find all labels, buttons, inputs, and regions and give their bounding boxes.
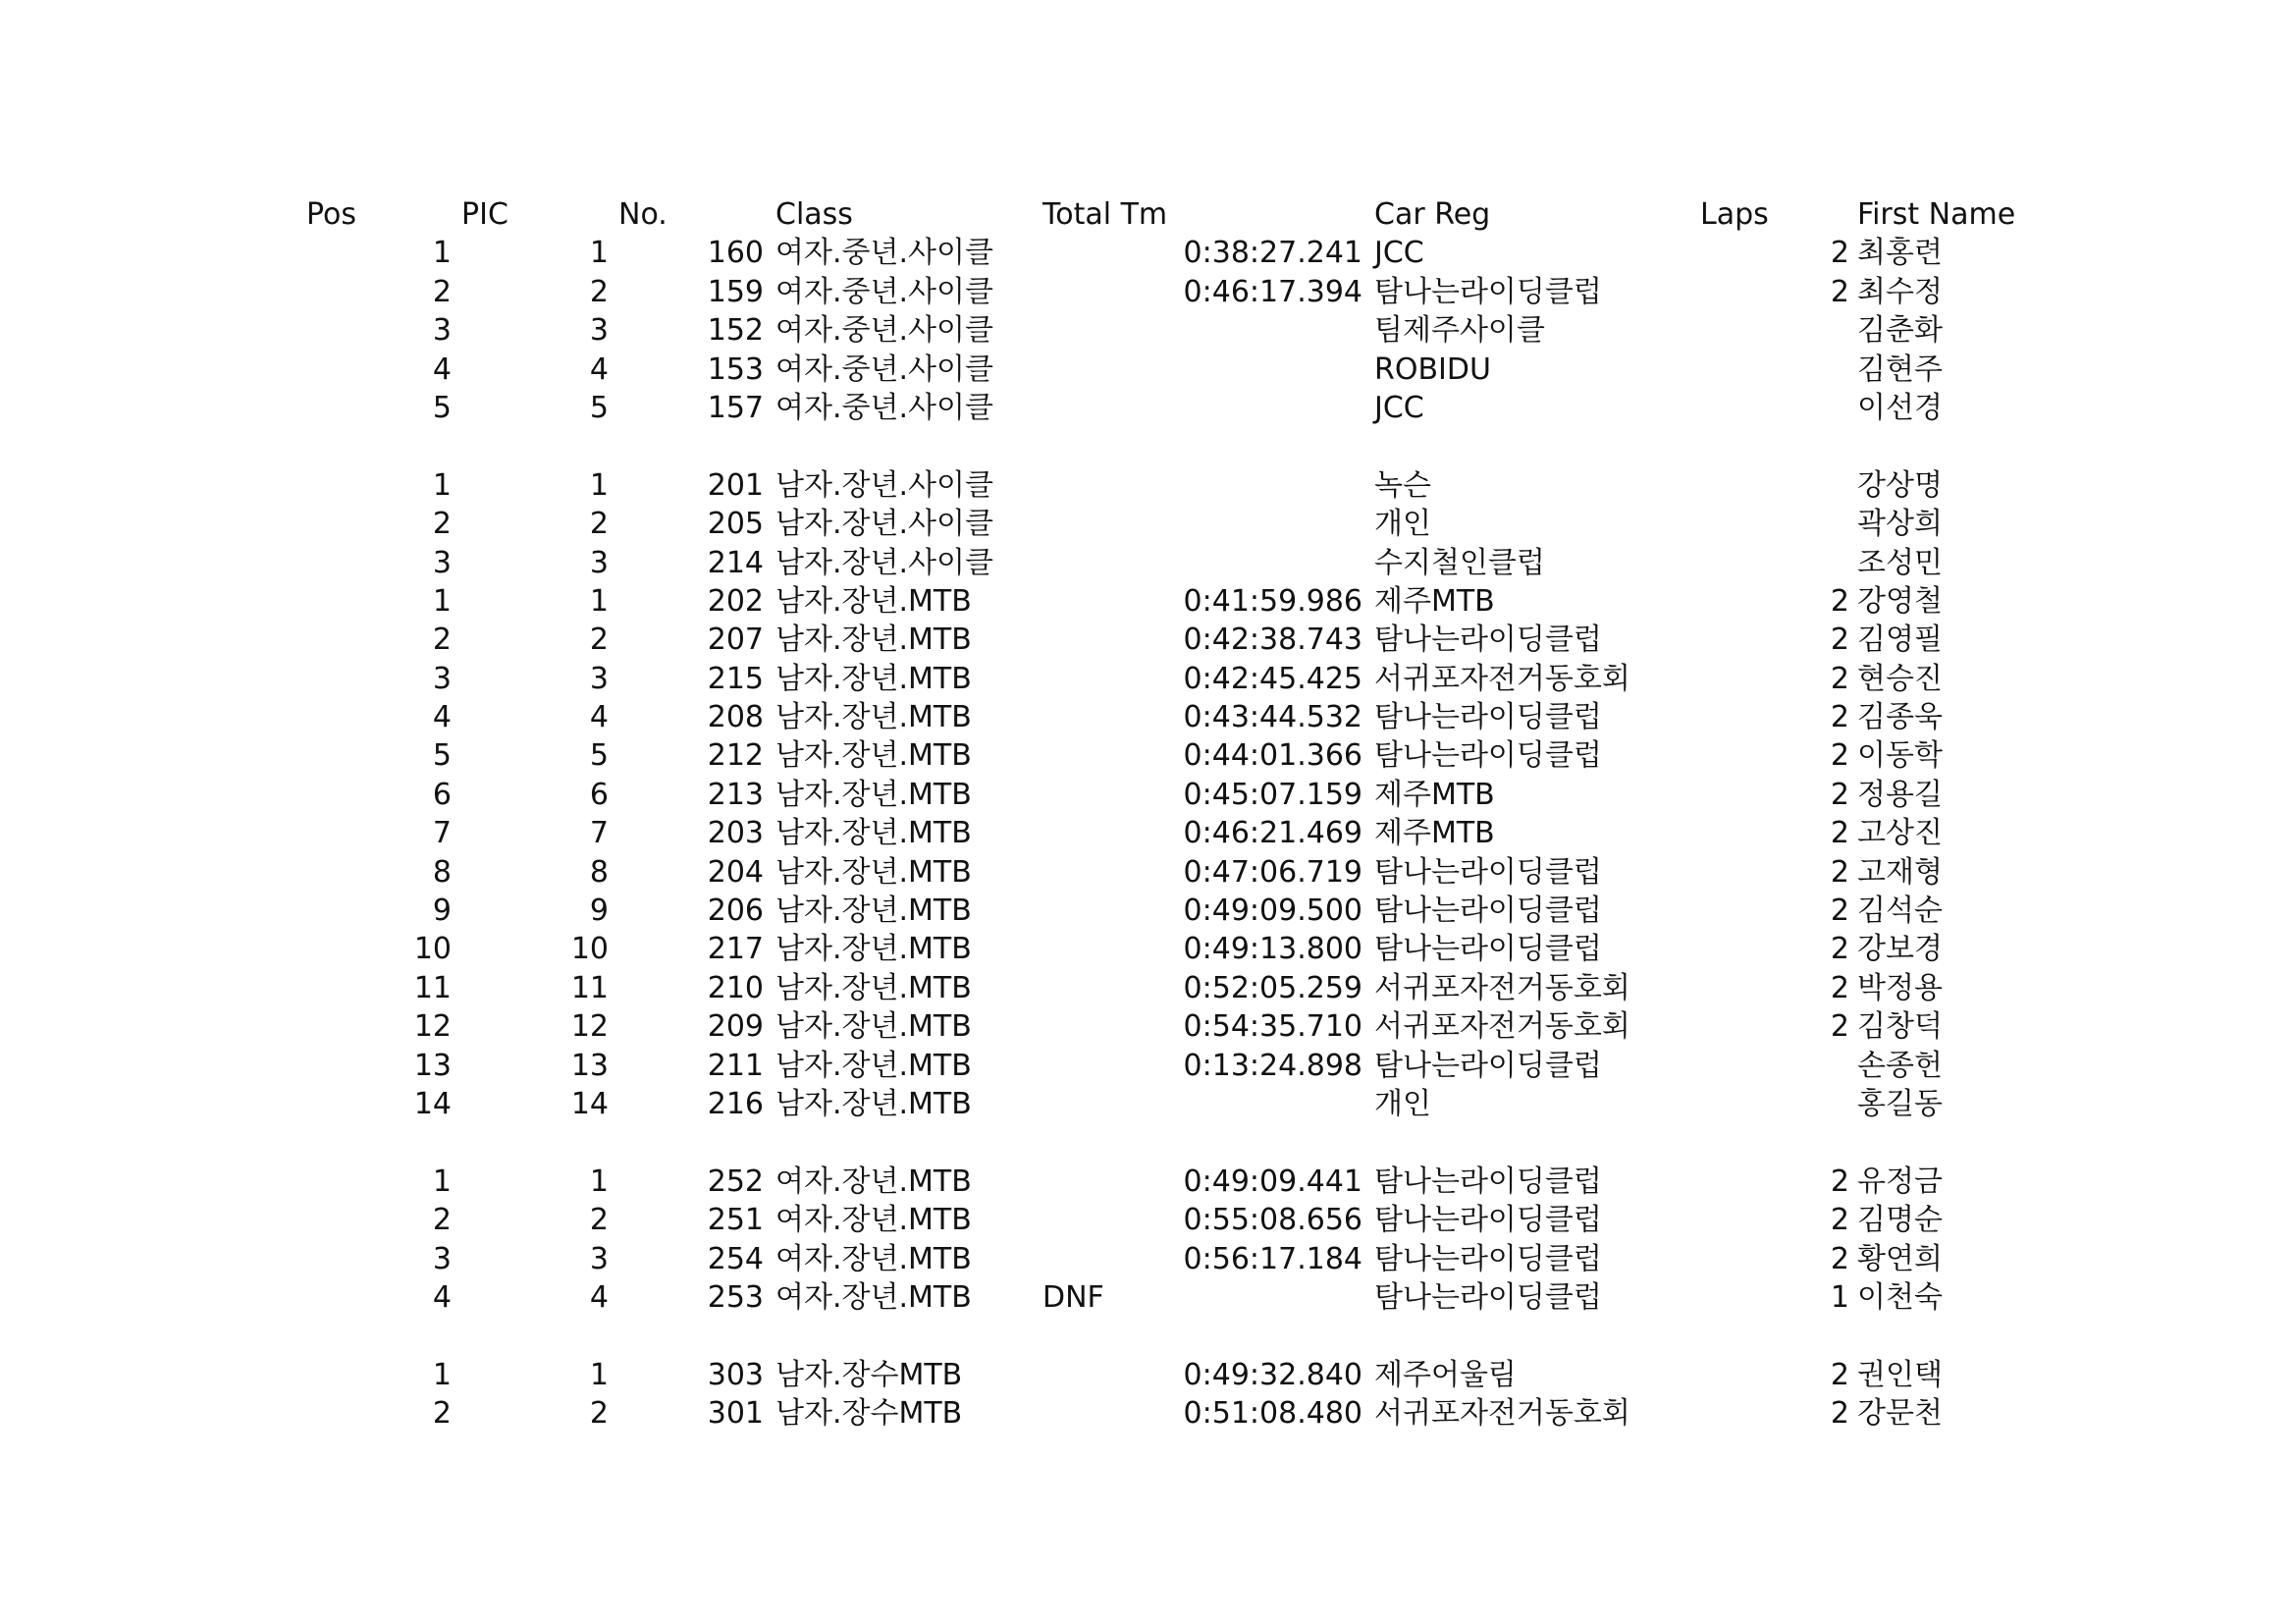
table-row: [294, 505, 2042, 543]
cell-pos: 3: [432, 1241, 452, 1276]
cell-pic: 8: [589, 854, 609, 890]
cell-number: 153: [707, 352, 764, 387]
cell-first-name: 강영철: [1857, 583, 1943, 619]
cell-pic: 4: [589, 700, 609, 735]
cell-pic: 4: [589, 1279, 609, 1315]
cell-number: 253: [707, 1279, 764, 1315]
cell-total-time: [1042, 544, 1362, 582]
cell-first-name: 최홍련: [1857, 236, 1943, 271]
cell-first-name: 홍길동: [1857, 1086, 1943, 1121]
cell-laps: 2: [1830, 1241, 1849, 1276]
cell-class: 여자.장년.MTB: [775, 1164, 972, 1199]
table-row: [294, 776, 2042, 814]
spacer-row: [294, 1317, 2042, 1355]
cell-number: 251: [707, 1203, 764, 1238]
cell-total-time: 0:49:09.441: [1183, 1164, 1362, 1199]
cell-car-reg: 수지철인클럽: [1374, 545, 1545, 580]
cell-total-time: [1042, 466, 1362, 505]
cell-total-time: [1042, 1085, 1362, 1123]
cell-class: 남자.장년.MTB: [775, 893, 972, 929]
cell-class: 남자.장년.MTB: [775, 1009, 972, 1045]
cell-pos: 10: [413, 932, 452, 967]
cell-total-time: 0:38:27.241: [1183, 236, 1362, 271]
cell-car-reg: 서귀포자전거동호회: [1374, 1009, 1630, 1045]
cell-total-time: 0:56:17.184: [1183, 1241, 1362, 1276]
spacer-row: [294, 427, 2042, 465]
table-row: [294, 1278, 2042, 1317]
cell-class: 남자.장년.MTB: [775, 777, 972, 812]
cell-total-time: [1042, 351, 1362, 389]
cell-first-name: 김석순: [1857, 893, 1943, 929]
table-row: [294, 1047, 2042, 1085]
table-row: [294, 582, 2042, 621]
header-row: [294, 195, 2042, 234]
results-table: [294, 195, 2042, 1434]
cell-laps: 2: [1830, 1009, 1849, 1045]
cell-laps: 2: [1830, 816, 1849, 851]
cell-laps: 2: [1830, 1164, 1849, 1199]
cell-first-name: 김춘화: [1857, 313, 1943, 349]
cell-first-name: 이천숙: [1857, 1279, 1943, 1315]
cell-number: 303: [707, 1357, 764, 1392]
cell-pos: 1: [432, 467, 452, 503]
cell-car-reg: 제주MTB: [1374, 583, 1495, 619]
cell-pos: 1: [432, 1164, 452, 1199]
header-first-name: First Name: [1857, 197, 2016, 232]
header-laps: Laps: [1700, 197, 1769, 232]
cell-number: 206: [707, 893, 764, 929]
cell-laps: [1700, 1047, 1849, 1085]
cell-pos: 2: [432, 1203, 452, 1238]
cell-total-time: [1042, 1278, 1362, 1317]
cell-first-name: 황연희: [1857, 1241, 1943, 1276]
cell-class: 남자.장년.사이클: [775, 467, 993, 503]
cell-number: 217: [707, 932, 764, 967]
cell-class: 남자.장년.MTB: [775, 700, 972, 735]
cell-number: 212: [707, 738, 764, 774]
cell-total-time: 0:47:06.719: [1183, 854, 1362, 890]
header-car-reg: Car Reg: [1374, 197, 1491, 232]
table-row: [294, 1201, 2042, 1239]
table-row: [294, 466, 2042, 505]
cell-number: 210: [707, 970, 764, 1005]
cell-pos: 2: [432, 274, 452, 309]
cell-number: 160: [707, 236, 764, 271]
spacer-row: [294, 1123, 2042, 1162]
table-row: [294, 892, 2042, 930]
cell-pos: 2: [432, 507, 452, 542]
cell-laps: 2: [1830, 700, 1849, 735]
cell-first-name: 현승진: [1857, 661, 1943, 696]
cell-pic: 1: [589, 1357, 609, 1392]
cell-total-time: 0:42:38.743: [1183, 623, 1362, 658]
cell-number: 205: [707, 507, 764, 542]
cell-pos: 1: [432, 236, 452, 271]
cell-number: 301: [707, 1396, 764, 1432]
table-row: [294, 969, 2042, 1007]
header-class: Class: [775, 197, 853, 232]
cell-laps: 2: [1830, 854, 1849, 890]
cell-pic: 3: [589, 545, 609, 580]
cell-laps: 2: [1830, 1396, 1849, 1432]
cell-class: 남자.장년.MTB: [775, 932, 972, 967]
cell-number: 202: [707, 583, 764, 619]
table-row: [294, 351, 2042, 389]
cell-laps: [1700, 466, 1849, 505]
cell-total-time: 0:51:08.480: [1183, 1396, 1362, 1432]
cell-first-name: 강문천: [1857, 1396, 1943, 1432]
cell-car-reg: 서귀포자전거동호회: [1374, 970, 1630, 1005]
cell-car-reg: 제주MTB: [1374, 816, 1495, 851]
table-row: [294, 1163, 2042, 1201]
cell-laps: [1700, 505, 1849, 543]
cell-car-reg: 개인: [1374, 507, 1431, 542]
cell-car-reg: JCC: [1374, 236, 1424, 271]
cell-pic: 10: [570, 932, 609, 967]
cell-total-time: 0:49:09.500: [1183, 893, 1362, 929]
cell-laps: [1700, 544, 1849, 582]
cell-class: 남자.장년.사이클: [775, 545, 993, 580]
cell-first-name: 강상명: [1857, 467, 1943, 503]
cell-first-name: 김창덕: [1857, 1009, 1943, 1045]
cell-car-reg: ROBIDU: [1374, 352, 1491, 387]
cell-laps: 2: [1830, 777, 1849, 812]
cell-class: 여자.중년.사이클: [775, 352, 993, 387]
cell-pic: 1: [589, 236, 609, 271]
cell-car-reg: 서귀포자전거동호회: [1374, 661, 1630, 696]
cell-class: 여자.중년.사이클: [775, 236, 993, 271]
cell-laps: 2: [1830, 236, 1849, 271]
cell-pic: 1: [589, 583, 609, 619]
cell-pos: 8: [432, 854, 452, 890]
cell-class: 여자.중년.사이클: [775, 313, 993, 349]
cell-pic: 13: [570, 1048, 609, 1083]
cell-car-reg: 탐나는라이딩클럽: [1374, 1164, 1602, 1199]
cell-class: 남자.장년.MTB: [775, 661, 972, 696]
cell-number: 214: [707, 545, 764, 580]
cell-first-name: 김명순: [1857, 1203, 1943, 1238]
cell-number: 252: [707, 1164, 764, 1199]
cell-pos: 13: [413, 1048, 452, 1083]
cell-class: 남자.장년.MTB: [775, 583, 972, 619]
cell-pic: 4: [589, 352, 609, 387]
header-pic: PIC: [461, 197, 508, 232]
cell-laps: 2: [1830, 623, 1849, 658]
cell-status: DNF: [1042, 1279, 1104, 1315]
table-row: [294, 698, 2042, 736]
cell-pic: 2: [589, 507, 609, 542]
cell-pos: 3: [432, 661, 452, 696]
cell-pic: 3: [589, 661, 609, 696]
cell-car-reg: 탐나는라이딩클럽: [1374, 738, 1602, 774]
cell-pos: 2: [432, 1396, 452, 1432]
cell-pos: 4: [432, 1279, 452, 1315]
cell-laps: 2: [1830, 932, 1849, 967]
cell-laps: 1: [1830, 1279, 1849, 1315]
cell-laps: 2: [1830, 583, 1849, 619]
cell-first-name: 최수정: [1857, 274, 1943, 309]
cell-pos: 1: [432, 583, 452, 619]
table-row: [294, 1394, 2042, 1433]
cell-first-name: 곽상희: [1857, 507, 1943, 542]
cell-total-time: 0:55:08.656: [1183, 1203, 1362, 1238]
cell-total-time: 0:54:35.710: [1183, 1009, 1362, 1045]
cell-number: 209: [707, 1009, 764, 1045]
cell-number: 159: [707, 274, 764, 309]
table-row: [294, 1240, 2042, 1278]
cell-class: 남자.장수MTB: [775, 1357, 963, 1392]
table-row: [294, 621, 2042, 659]
cell-total-time: 0:46:17.394: [1183, 274, 1362, 309]
table-row: [294, 736, 2042, 775]
cell-first-name: 박정용: [1857, 970, 1943, 1005]
cell-number: 215: [707, 661, 764, 696]
cell-laps: 2: [1830, 738, 1849, 774]
cell-car-reg: 팀제주사이클: [1374, 313, 1545, 349]
cell-car-reg: 탐나는라이딩클럽: [1374, 1203, 1602, 1238]
cell-total-time: [1042, 389, 1362, 427]
table-row: [294, 660, 2042, 698]
cell-number: 207: [707, 623, 764, 658]
cell-pic: 2: [589, 1396, 609, 1432]
cell-first-name: 고재형: [1857, 854, 1943, 890]
cell-number: 203: [707, 816, 764, 851]
cell-class: 남자.장년.MTB: [775, 1048, 972, 1083]
cell-car-reg: 제주어울림: [1374, 1357, 1517, 1392]
cell-pos: 5: [432, 738, 452, 774]
cell-total-time: 0:52:05.259: [1183, 970, 1362, 1005]
cell-class: 여자.중년.사이클: [775, 390, 993, 425]
cell-first-name: 고상진: [1857, 816, 1943, 851]
cell-total-time: 0:42:45.425: [1183, 661, 1362, 696]
cell-total-time: 0:46:21.469: [1183, 816, 1362, 851]
cell-laps: 2: [1830, 1203, 1849, 1238]
cell-total-time: [1042, 311, 1362, 350]
cell-pic: 3: [589, 1241, 609, 1276]
cell-car-reg: 탐나는라이딩클럽: [1374, 700, 1602, 735]
cell-car-reg: JCC: [1374, 390, 1424, 425]
cell-first-name: 김영필: [1857, 623, 1943, 658]
cell-car-reg: 탐나는라이딩클럽: [1374, 1048, 1602, 1083]
cell-pic: 6: [589, 777, 609, 812]
table-row: [294, 389, 2042, 427]
cell-total-time: 0:49:32.840: [1183, 1357, 1362, 1392]
cell-car-reg: 탐나는라이딩클럽: [1374, 274, 1602, 309]
cell-first-name: 김종욱: [1857, 700, 1943, 735]
cell-car-reg: 탐나는라이딩클럽: [1374, 623, 1602, 658]
cell-pic: 2: [589, 274, 609, 309]
cell-pic: 11: [570, 970, 609, 1005]
cell-number: 216: [707, 1086, 764, 1121]
cell-pos: 2: [432, 623, 452, 658]
cell-total-time: [1042, 505, 1362, 543]
cell-pos: 5: [432, 390, 452, 425]
table-row: [294, 544, 2042, 582]
cell-class: 남자.장년.MTB: [775, 738, 972, 774]
cell-car-reg: 탐나는라이딩클럽: [1374, 854, 1602, 890]
cell-laps: [1700, 389, 1849, 427]
cell-class: 여자.장년.MTB: [775, 1203, 972, 1238]
header-total-time: Total Tm: [1042, 197, 1168, 232]
cell-car-reg: 탐나는라이딩클럽: [1374, 1279, 1602, 1315]
results-body: [294, 234, 2042, 1433]
cell-pic: 2: [589, 623, 609, 658]
cell-laps: [1700, 311, 1849, 350]
cell-car-reg: 개인: [1374, 1086, 1431, 1121]
cell-total-time: 0:44:01.366: [1183, 738, 1362, 774]
table-row: [294, 1356, 2042, 1394]
cell-number: 204: [707, 854, 764, 890]
table-row: [294, 814, 2042, 852]
cell-pic: 3: [589, 313, 609, 349]
cell-laps: 2: [1830, 893, 1849, 929]
cell-class: 여자.중년.사이클: [775, 274, 993, 309]
cell-pos: 3: [432, 313, 452, 349]
cell-first-name: 유정금: [1857, 1164, 1943, 1199]
header-no: No.: [618, 197, 667, 232]
cell-first-name: 김현주: [1857, 352, 1943, 387]
cell-total-time: 0:43:44.532: [1183, 700, 1362, 735]
cell-car-reg: 탐나는라이딩클럽: [1374, 932, 1602, 967]
cell-class: 남자.장년.MTB: [775, 970, 972, 1005]
cell-first-name: 조성민: [1857, 545, 1943, 580]
cell-car-reg: 녹슨: [1374, 467, 1431, 503]
cell-first-name: 권인택: [1857, 1357, 1943, 1392]
cell-car-reg: 제주MTB: [1374, 777, 1495, 812]
cell-number: 157: [707, 390, 764, 425]
cell-first-name: 이선경: [1857, 390, 1943, 425]
cell-laps: [1700, 351, 1849, 389]
cell-car-reg: 탐나는라이딩클럽: [1374, 893, 1602, 929]
cell-class: 남자.장년.사이클: [775, 507, 993, 542]
cell-class: 여자.장년.MTB: [775, 1279, 972, 1315]
table-row: [294, 1007, 2042, 1046]
cell-class: 남자.장수MTB: [775, 1396, 963, 1432]
cell-pic: 1: [589, 1164, 609, 1199]
cell-pic: 5: [589, 390, 609, 425]
cell-car-reg: 서귀포자전거동호회: [1374, 1396, 1630, 1432]
table-row: [294, 930, 2042, 968]
cell-pos: 12: [413, 1009, 452, 1045]
header-pos: Pos: [306, 197, 357, 232]
cell-pic: 7: [589, 816, 609, 851]
cell-car-reg: 탐나는라이딩클럽: [1374, 1241, 1602, 1276]
table-row: [294, 273, 2042, 311]
cell-laps: 2: [1830, 970, 1849, 1005]
cell-pos: 4: [432, 700, 452, 735]
cell-class: 남자.장년.MTB: [775, 816, 972, 851]
cell-pos: 14: [413, 1086, 452, 1121]
cell-laps: 2: [1830, 274, 1849, 309]
cell-laps: [1700, 1085, 1849, 1123]
cell-pos: 11: [413, 970, 452, 1005]
table-row: [294, 311, 2042, 350]
cell-class: 남자.장년.MTB: [775, 1086, 972, 1121]
cell-pic: 14: [570, 1086, 609, 1121]
cell-laps: 2: [1830, 1357, 1849, 1392]
cell-pos: 1: [432, 1357, 452, 1392]
cell-class: 남자.장년.MTB: [775, 854, 972, 890]
cell-pos: 7: [432, 816, 452, 851]
cell-pic: 1: [589, 467, 609, 503]
cell-total-time: 0:13:24.898: [1183, 1048, 1362, 1083]
cell-pic: 9: [589, 893, 609, 929]
cell-number: 152: [707, 313, 764, 349]
cell-first-name: 정용길: [1857, 777, 1943, 812]
cell-total-time: 0:45:07.159: [1183, 777, 1362, 812]
cell-laps: 2: [1830, 661, 1849, 696]
cell-pic: 12: [570, 1009, 609, 1045]
cell-pos: 3: [432, 545, 452, 580]
cell-first-name: 강보경: [1857, 932, 1943, 967]
cell-number: 211: [707, 1048, 764, 1083]
cell-pos: 9: [432, 893, 452, 929]
cell-number: 201: [707, 467, 764, 503]
table-row: [294, 234, 2042, 272]
cell-first-name: 손종헌: [1857, 1048, 1943, 1083]
cell-number: 254: [707, 1241, 764, 1276]
cell-number: 208: [707, 700, 764, 735]
cell-pic: 2: [589, 1203, 609, 1238]
cell-total-time: 0:49:13.800: [1183, 932, 1362, 967]
cell-class: 여자.장년.MTB: [775, 1241, 972, 1276]
cell-first-name: 이동학: [1857, 738, 1943, 774]
cell-class: 남자.장년.MTB: [775, 623, 972, 658]
table-row: [294, 1085, 2042, 1123]
cell-total-time: 0:41:59.986: [1183, 583, 1362, 619]
table-row: [294, 853, 2042, 892]
cell-number: 213: [707, 777, 764, 812]
cell-pos: 6: [432, 777, 452, 812]
cell-pic: 5: [589, 738, 609, 774]
cell-pos: 4: [432, 352, 452, 387]
